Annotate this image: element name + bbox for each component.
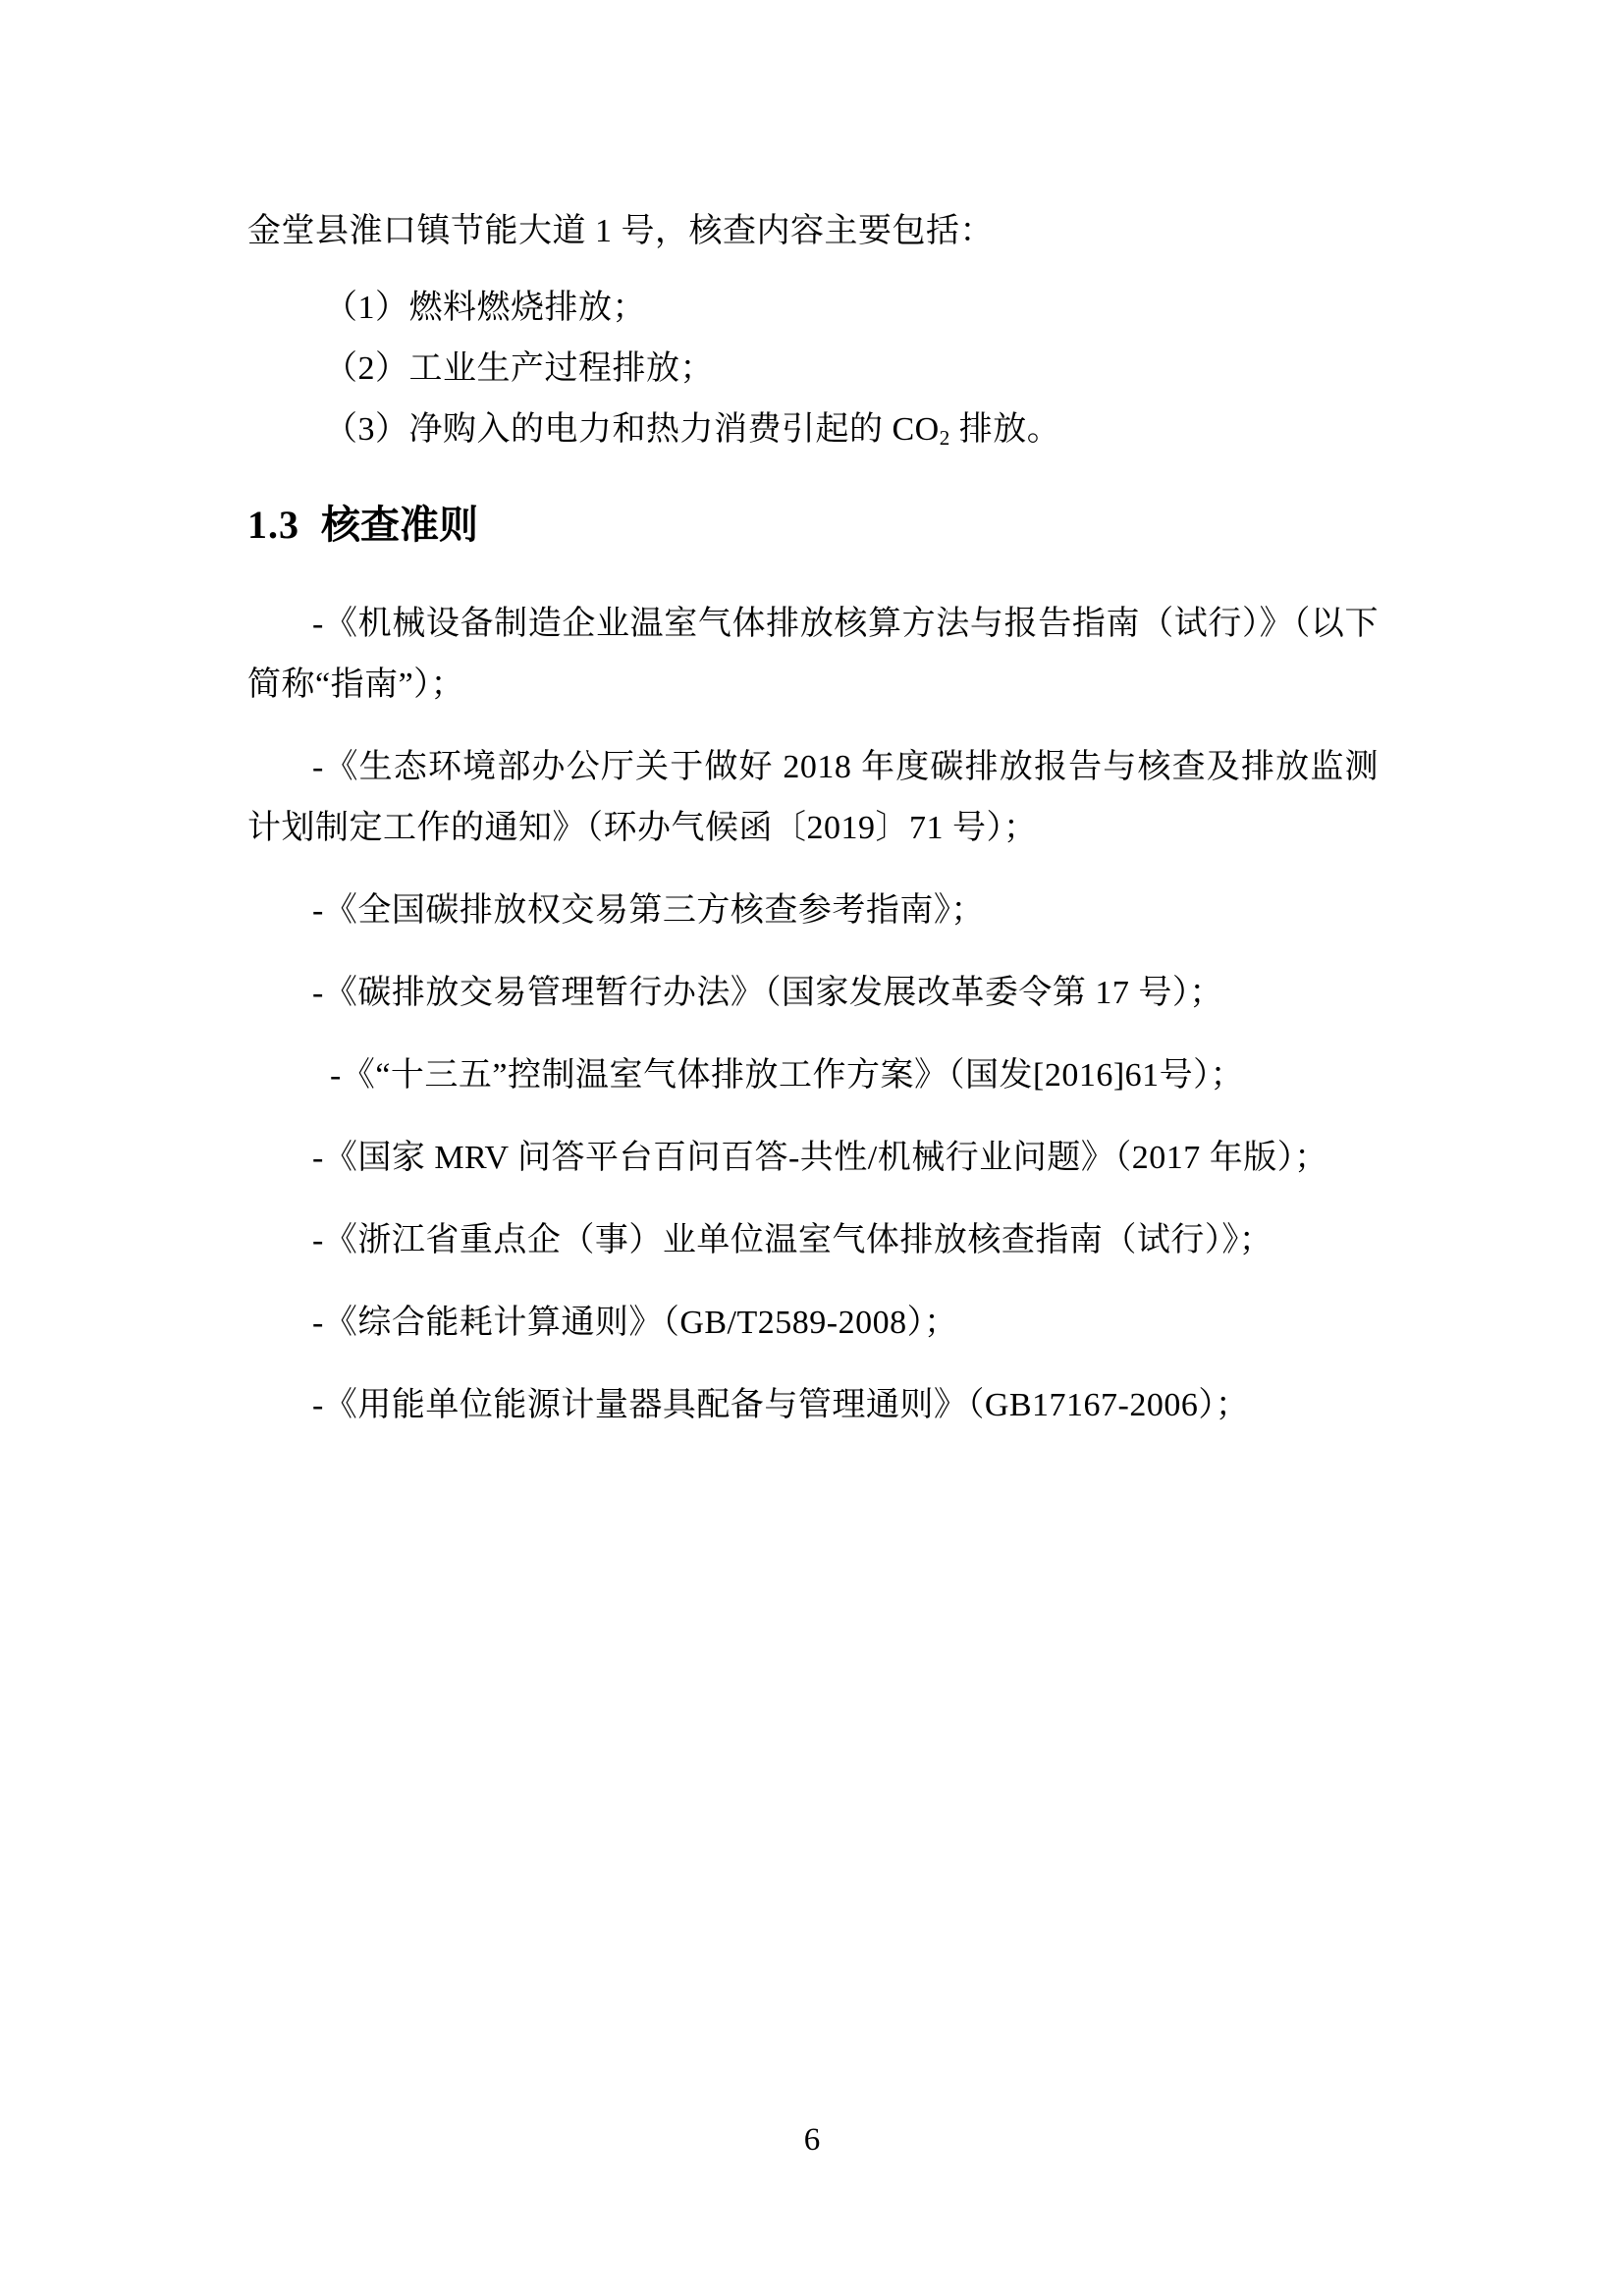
- reference-item: -《机械设备制造企业温室气体排放核算方法与报告指南（试行）》（以下简称“指南”）；: [247, 606, 1379, 703]
- intro-paragraph: 金堂县淮口镇节能大道 1 号，核查内容主要包括：: [247, 213, 994, 249]
- numbered-item-3-text: （3）净购入的电力和热力消费引起的 CO: [324, 411, 940, 448]
- section-title: 核查准则: [321, 503, 478, 547]
- reference-item: -《浙江省重点企（事）业单位温室气体排放核查指南（试行）》；: [312, 1222, 1273, 1258]
- reference-item: -《国家 MRV 问答平台百问百答-共性/机械行业问题》（2017 年版）；: [312, 1140, 1328, 1176]
- co2-subscript: 2: [939, 426, 950, 451]
- reference-item: -《“十三五”控制温室气体排放工作方案》（国发[2016]61号）；: [330, 1057, 1245, 1094]
- reference-item: -《全国碳排放权交易第三方核查参考指南》；: [312, 892, 985, 929]
- numbered-item-2: （2）工业生产过程排放；: [324, 350, 714, 387]
- section-heading: [247, 496, 1379, 555]
- page-number: 6: [803, 2122, 821, 2158]
- section-number: 1.3: [247, 503, 299, 547]
- reference-item: -《生态环境部办公厅关于做好 2018 年度碳排放报告与核查及排放监测计划制定工作的通知》（环办气候函〔2019〕71 号）；: [247, 749, 1379, 846]
- numbered-item-1: （1）燃料燃烧排放；: [324, 290, 646, 326]
- numbered-item-3: [247, 400, 1379, 460]
- reference-item: -《用能单位能源计量器具配备与管理通则》（GB17167-2006）；: [312, 1387, 1250, 1423]
- reference-item: -《综合能耗计算通则》（GB/T2589-2008）；: [312, 1305, 958, 1341]
- reference-item: -《碳排放交易管理暂行办法》（国家发展改革委令第 17 号）；: [312, 975, 1223, 1011]
- page-content: [247, 201, 1379, 1436]
- numbered-item-3-tail: 排放。: [949, 411, 1061, 448]
